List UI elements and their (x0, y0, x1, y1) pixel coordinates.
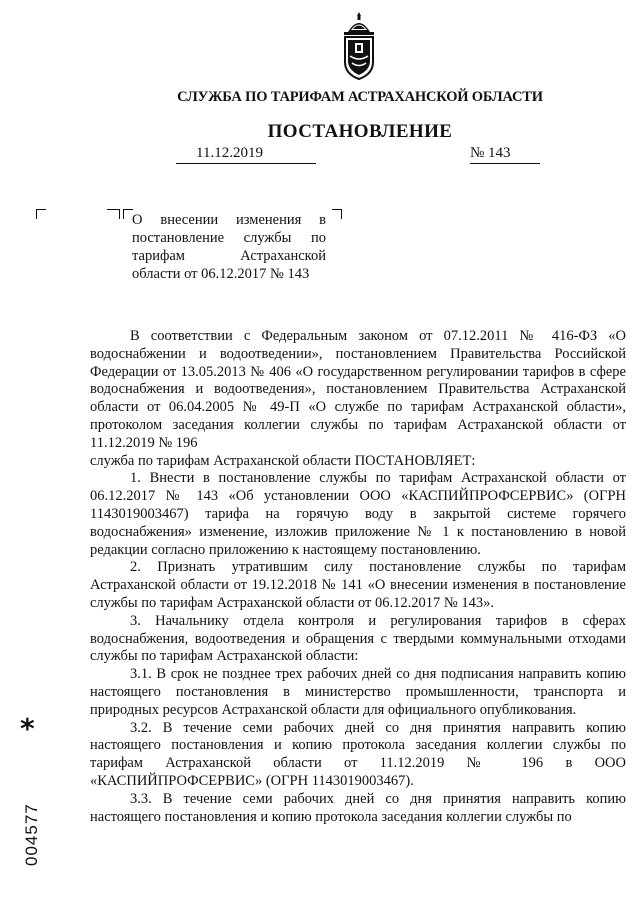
clause-1: 1. Внести в постановление службы по тарифам Астраханской области от 06.12.2017 № 143 «Об установлении ООО «КАСПИЙПРОФСЕРВИС» (ОГРН 1143019003467) тарифа на горячую воду в закрытой системе горячего водоснабжения» изменение, изложив приложение № 1 к постановлению в новой редакции согласно приложению к настоящему постановлению. (90, 470, 626, 558)
subject-line: области от 06.12.2017 № 143 (132, 266, 310, 282)
subject-line: О внесении изменения в (132, 212, 326, 228)
date-underline (176, 163, 316, 164)
subject-line: постановление службы по (132, 230, 326, 246)
agency-name: СЛУЖБА ПО ТАРИФАМ АСТРАХАНСКОЙ ОБЛАСТИ (177, 89, 543, 105)
document-type-title: ПОСТАНОВЛЕНИЕ (267, 121, 453, 142)
document-subject (132, 211, 326, 283)
document-body (90, 328, 626, 826)
subject-line: тарифам Астраханской (132, 248, 326, 264)
clause-2: 2. Признать утратившим силу постановление службы по тарифам Астраханской области от 19.12.2018 № 141 «О внесении изменения в постановление службы по тарифам Астраханской области от 06.12.2017 № 143». (90, 559, 626, 611)
document-number: № 143 (470, 145, 511, 161)
clause-3-2: 3.2. В течение семи рабочих дней со дня принятия направить копию настоящего постановления и копию протокола заседания коллегии службы по тарифам Астраханской области от 11.12.2019 № 196 в ООО «КАСПИЙПРОФСЕРВИС» (ОГРН 1143019003467). (90, 719, 626, 789)
margin-corner-mark (36, 209, 46, 219)
document-date: 11.12.2019 (196, 145, 263, 161)
number-underline (470, 163, 540, 164)
registration-serial-number: 004577 (22, 803, 41, 866)
resolves-paragraph: служба по тарифам Астраханской области ПОСТАНОВЛЯЕТ: (90, 452, 476, 469)
clause-3-1: 3.1. В срок не позднее трех рабочих дней со дня подписания направить копию настоящего постановления в министерство промышленности, транспорта и природных ресурсов Астраханской области для официального опубликования. (90, 666, 626, 718)
registration-star-mark: * (20, 712, 35, 745)
clause-3-3: 3.3. В течение семи рабочих дней со дня принятия направить копию настоящего постановления и копию протокола заседания коллегии службы по (90, 790, 626, 825)
coat-of-arms-emblem (334, 10, 384, 82)
subject-bracket-mark (332, 209, 342, 219)
subject-bracket-mark (107, 209, 120, 219)
preamble-paragraph: В соответствии с Федеральным законом от 07.12.2011 № 416-ФЗ «О водоснабжении и водоотведении», постановлением Правительства Российской Федерации от 13.05.2013 № 406 «О государственном регулировании тарифов в сфере водоснабжения и водоотведения», постановлением Правительства Астраханской области от 06.04.2005 № 49-П «О службе по тарифам Астраханской области», протоколом заседания коллегии службы по тарифам Астраханской области от 11.12.2019 № 196 (90, 328, 626, 451)
clause-3: 3. Начальнику отдела контроля и регулирования тарифов в сферах водоснабжения, водоотведения и обращения с твердыми коммунальными отходами службы по тарифам Астраханской области: (90, 612, 626, 665)
